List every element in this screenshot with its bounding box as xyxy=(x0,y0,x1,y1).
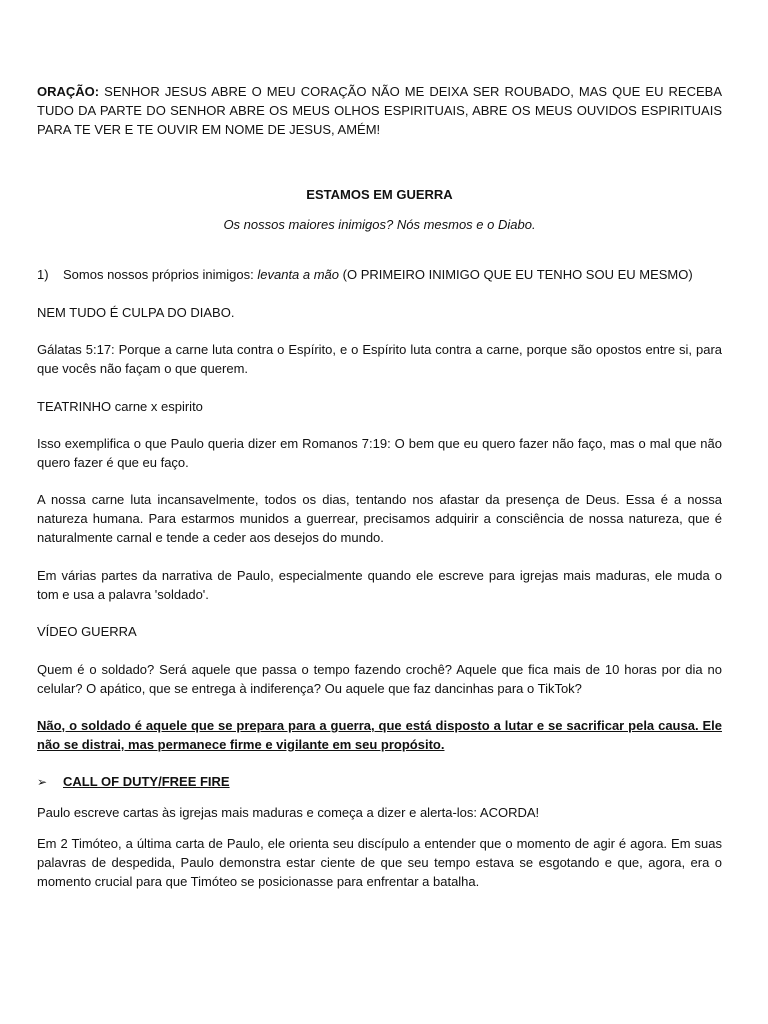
prayer-paragraph xyxy=(37,82,722,139)
item-text-a: Somos nossos próprios inimigos: xyxy=(63,267,258,282)
item-number: 1) xyxy=(37,267,49,282)
paragraph-timoteo: Em 2 Timóteo, a última carta de Paulo, ele orienta seu discípulo a entender que o momento de agir é agora. Em suas palavras de despedida, Paulo demonstra estar ciente de que seu tempo estava se esgotando e que, agora, era o momento crucial para que Timóteo se posicionasse para enfrentar a batalha. xyxy=(37,836,722,889)
bullet-item xyxy=(37,772,722,792)
prayer-label: ORAÇÃO: xyxy=(37,84,100,99)
paragraph-video: VÍDEO GUERRA xyxy=(37,624,137,639)
section-title: ESTAMOS EM GUERRA xyxy=(306,187,453,202)
prayer-text: SENHOR JESUS ABRE O MEU CORAÇÃO NÃO ME DEIXA SER ROUBADO, MAS QUE EU RECEBA TUDO DA PARTE DO SENHOR ABRE OS MEUS OLHOS ESPIRITUAIS, ABRE OS MEUS OUVIDOS ESPIRITUAIS PARA TE VER E TE OUVIR EM NOME DE JESUS, AMÉM! xyxy=(37,84,722,137)
paragraph-soldado-emphasis: Não, o soldado é aquele que se prepara para a guerra, que está disposto a lutar e se sacrificar pela causa. Ele não se distrai, mas permanece firme e vigilante em seu propósito. xyxy=(37,718,722,752)
paragraph-paulo-soldado: Em várias partes da narrativa de Paulo, especialmente quando ele escreve para igrejas mais maduras, ele muda o tom e usa a palavra 'soldado'. xyxy=(37,568,722,602)
paragraph-teatrinho: TEATRINHO carne x espirito xyxy=(37,399,203,414)
item-text-italic: levanta a mão xyxy=(257,267,340,282)
paragraph-not-devil: NEM TUDO É CULPA DO DIABO. xyxy=(37,305,235,320)
paragraph-acorda: Paulo escreve cartas às igrejas mais maduras e começa a dizer e alerta-los: ACORDA! xyxy=(37,805,540,820)
item-text-b: (O PRIMEIRO INIMIGO QUE EU TENHO SOU EU MESMO) xyxy=(339,267,693,282)
section-subtitle: Os nossos maiores inimigos? Nós mesmos e o Diabo. xyxy=(223,217,536,232)
arrow-bullet-icon: ➢ xyxy=(37,775,48,789)
paragraph-romanos: Isso exemplifica o que Paulo queria dizer em Romanos 7:19: O bem que eu quero fazer não faço, mas o mal que não quero fazer é que eu faço. xyxy=(37,436,722,470)
bullet-text: CALL OF DUTY/FREE FIRE xyxy=(63,774,230,789)
paragraph-carne: A nossa carne luta incansavelmente, todos os dias, tentando nos afastar da presença de Deus. Essa é a nossa natureza humana. Para estarmos munidos a guerrear, precisamos adquirir a consciência de nossa natureza, que é naturalmente carnal e tende a ceder aos desejos do mundo. xyxy=(37,492,722,545)
paragraph-galatas: Gálatas 5:17: Porque a carne luta contra o Espírito, e o Espírito luta contra a carne, porque são opostos entre si, para que vocês não façam o que querem. xyxy=(37,342,722,376)
numbered-item-1 xyxy=(37,265,722,284)
paragraph-quem-soldado: Quem é o soldado? Será aquele que passa o tempo fazendo crochê? Aquele que fica mais de 10 horas por dia no celular? O apático, que se entrega à indiferença? Ou aquele que faz dancinhas para o TikTok? xyxy=(37,662,722,696)
